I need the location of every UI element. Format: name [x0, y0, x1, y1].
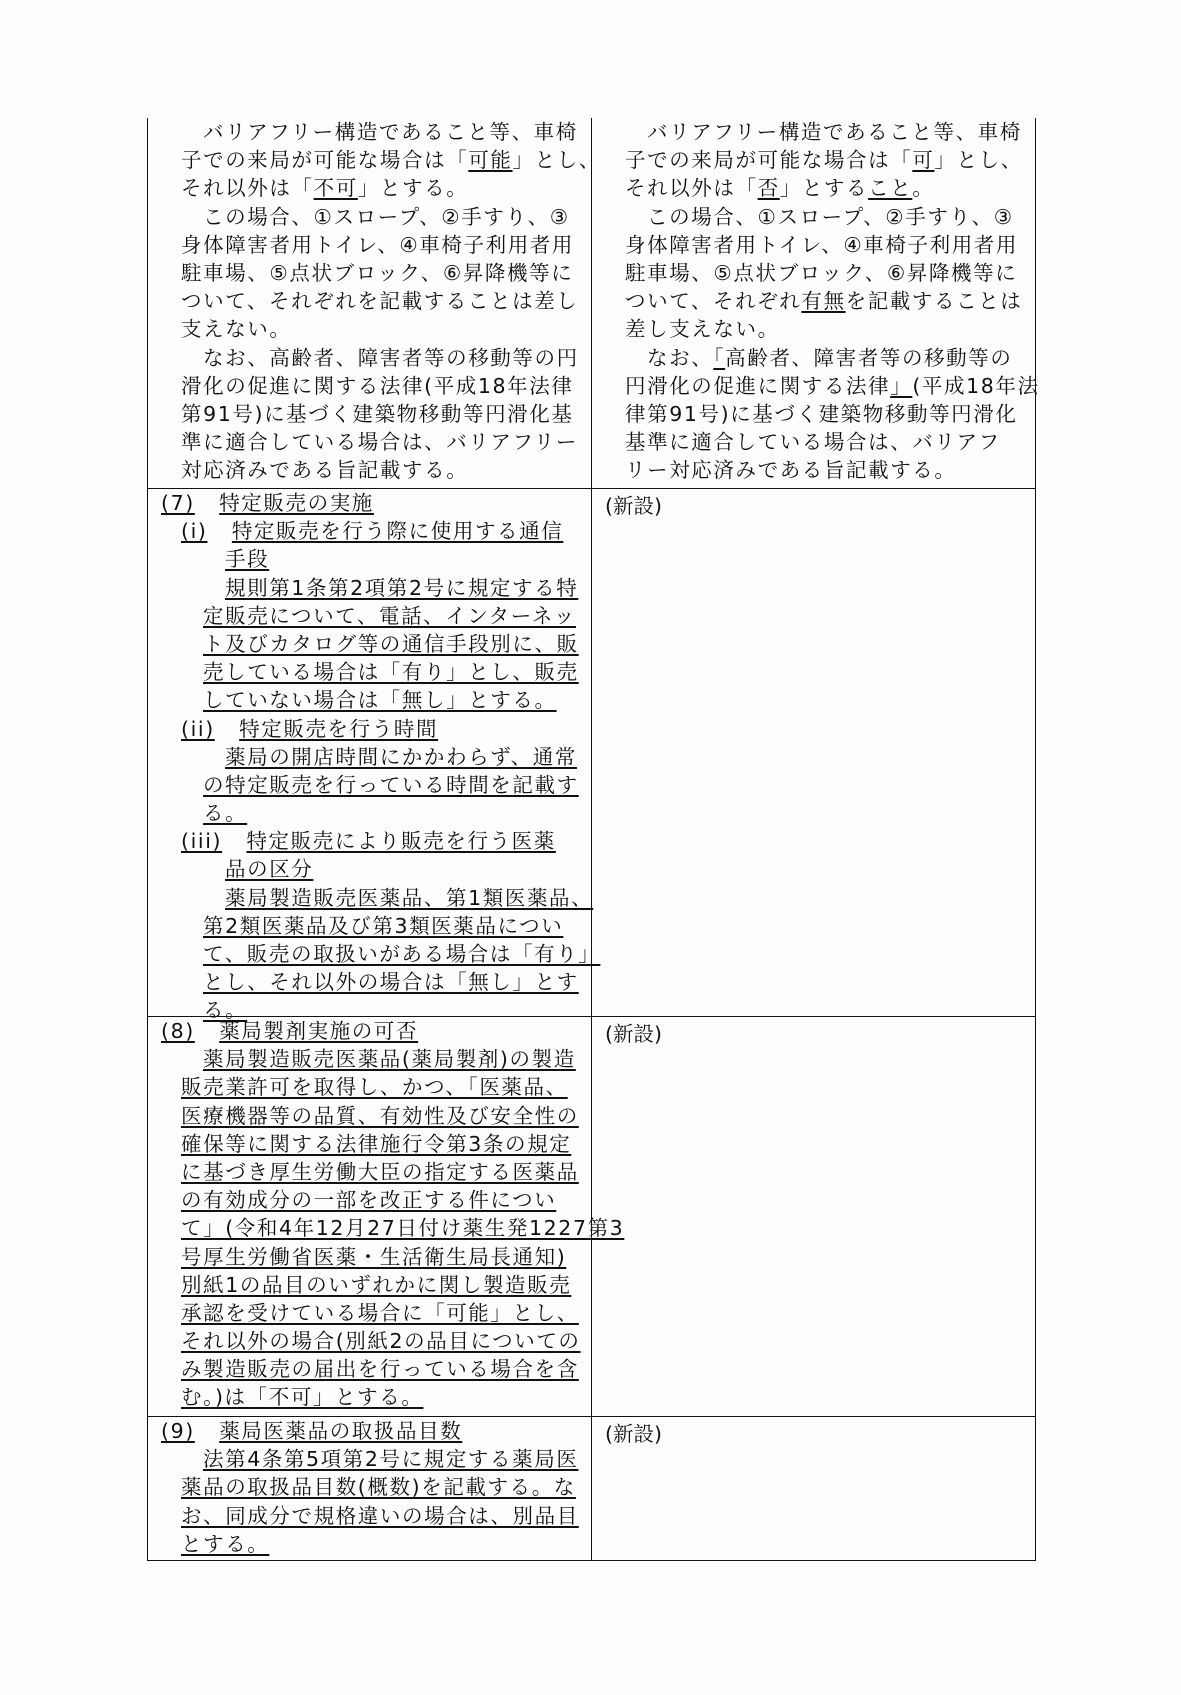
- text-line: 販売業許可を取得し、かつ、「医薬品、: [181, 1075, 568, 1100]
- text-line: 確保等に関する法律施行令第3条の規定: [181, 1131, 572, 1156]
- subsection-heading: (i) 特定販売を行う際に使用する通信: [181, 519, 564, 544]
- text-line: の特定販売を行っている時間を記載す: [203, 772, 579, 797]
- text-line: 売している場合は「有り」とし、販売: [203, 660, 579, 685]
- new-text-cell: [148, 1017, 625, 1416]
- text-line: 子での来局が可能な場合は「可能」とし、: [181, 148, 601, 173]
- text-line: 法第4条第5項第2号に規定する薬局医: [203, 1447, 579, 1472]
- text-line: 承認を受けている場合に「可能」とし、: [181, 1300, 579, 1325]
- text-line: 対応済みである旨記載する。: [181, 458, 469, 483]
- new-text-cell: [148, 489, 601, 1023]
- section-heading: (9) 薬局医薬品の取扱品目数: [161, 1419, 463, 1443]
- subsection-heading: (iii) 特定販売により販売を行う医薬: [181, 829, 556, 854]
- subsection-heading-cont: 品の区分: [225, 857, 314, 882]
- text-line: 身体障害者用トイレ、④車椅子利用者用: [625, 232, 1019, 257]
- text-line: て、販売の取扱いがある場合は「有り」: [203, 942, 601, 966]
- text-line: 駐車場、⑤点状ブロック、⑥昇降機等に: [181, 260, 574, 285]
- text-line: ついて、それぞれ有無を記載することは: [625, 289, 1023, 314]
- text-line: バリアフリー構造であること等、車椅: [203, 120, 578, 144]
- subsection-heading: (ii) 特定販売を行う時間: [181, 716, 439, 741]
- underlined-text: 可能: [468, 148, 513, 173]
- old-text-cell: [592, 1417, 1035, 1560]
- text-line: なお、「高齢者、障害者等の移動等の: [647, 345, 1013, 370]
- text-line: バリアフリー構造であること等、車椅: [647, 120, 1022, 144]
- text-line: お、同成分で規格違いの場合は、別品目: [181, 1503, 579, 1528]
- new-text-cell: [148, 1417, 592, 1560]
- text-line: に基づき厚生労働大臣の指定する医薬品: [181, 1159, 579, 1184]
- text-line: む。)は「不可」とする。: [181, 1385, 424, 1410]
- table-row-pharmacy-preparation: [148, 1016, 1035, 1416]
- underlined-text: 「: [713, 345, 726, 370]
- old-text-cell: [592, 489, 1035, 1016]
- text-line: 差し支えない。: [625, 317, 780, 342]
- old-text-cell: [592, 1017, 1035, 1416]
- text-line: 薬局製造販売医薬品、第1類医薬品、: [225, 885, 594, 910]
- new-provision-note: (新設): [605, 1022, 662, 1046]
- new-provision-note: (新設): [605, 494, 662, 518]
- text-line: この場合、①スロープ、②手すり、③: [203, 204, 570, 229]
- new-provision-note: (新設): [605, 1422, 662, 1446]
- text-line: 第2類医薬品及び第3類医薬品につい: [203, 913, 564, 938]
- text-line: 第91号)に基づく建築物移動等円滑化基: [181, 401, 574, 426]
- section-heading: (8) 薬局製剤実施の可否: [161, 1019, 419, 1043]
- text-line: 医療機器等の品質、有効性及び安全性の: [181, 1103, 579, 1128]
- underlined-text: 可: [912, 148, 935, 173]
- text-line: 定販売について、電話、インターネッ: [203, 603, 577, 628]
- text-line: それ以外は「否」とすること。: [625, 176, 935, 201]
- text-line: ト及びカタログ等の通信手段別に、販: [203, 631, 579, 656]
- text-line: していない場合は「無し」とする。: [203, 688, 557, 713]
- text-line: なお、高齢者、障害者等の移動等の円: [203, 345, 579, 370]
- text-line: て」(令和4年12月27日付け薬生発1227第3: [181, 1216, 625, 1241]
- text-line: 身体障害者用トイレ、④車椅子利用者用: [181, 232, 575, 257]
- text-line: 規則第1条第2項第2号に規定する特: [225, 575, 579, 600]
- underlined-text: 有無: [801, 289, 846, 314]
- underlined-text: 不可: [313, 176, 358, 201]
- text-line: とする。: [181, 1531, 270, 1556]
- table-row-specific-sales: [148, 488, 1035, 1023]
- text-line: 号厚生労働省医薬・生活衛生局長通知): [181, 1244, 567, 1269]
- table-row-item-count: [148, 1416, 1035, 1560]
- text-line: とし、それ以外の場合は「無し」とす: [203, 970, 579, 995]
- text-line: る。: [203, 801, 248, 826]
- section-heading: (7) 特定販売の実施: [161, 491, 374, 515]
- text-line: 子での来局が可能な場合は「可」とし、: [625, 148, 1023, 173]
- new-text-cell: [148, 118, 601, 488]
- underlined-text: こと: [868, 176, 913, 201]
- text-line: る。: [203, 998, 248, 1023]
- subsection-heading-cont: 手段: [225, 547, 270, 572]
- text-line: リー対応済みである旨記載する。: [625, 458, 957, 483]
- text-line: それ以外は「不可」とする。: [181, 176, 469, 201]
- underlined-text: 否: [757, 176, 780, 201]
- text-line: 別紙1の品目のいずれかに関し製造販売: [181, 1272, 572, 1297]
- text-line: 円滑化の促進に関する法律」(平成18年法: [625, 373, 1040, 398]
- text-line: 滑化の促進に関する法律(平成18年法律: [181, 373, 574, 398]
- text-line: この場合、①スロープ、②手すり、③: [647, 204, 1014, 229]
- text-line: 律第91号)に基づく建築物移動等円滑化: [625, 401, 1018, 426]
- text-line: 支えない。: [181, 317, 292, 342]
- text-line: それ以外の場合(別紙2の品目についての: [181, 1329, 581, 1354]
- text-line: み製造販売の届出を行っている場合を含: [181, 1357, 579, 1382]
- text-line: 基準に適合している場合は、バリアフ: [625, 430, 1001, 455]
- text-line: 薬品の取扱品目数(概数)を記載する。な: [181, 1475, 576, 1500]
- table-row-barrier-free: [148, 118, 1040, 488]
- text-line: ついて、それぞれを記載することは差し: [181, 289, 579, 314]
- old-text-cell: [592, 118, 1040, 488]
- text-line: 駐車場、⑤点状ブロック、⑥昇降機等に: [625, 260, 1018, 285]
- underlined-text: 」: [890, 373, 913, 398]
- comparison-table: [147, 118, 1040, 1561]
- text-line: の有効成分の一部を改正する件につい: [181, 1188, 557, 1213]
- text-line: 薬局製造販売医薬品(薬局製剤)の製造: [203, 1047, 576, 1072]
- text-line: 薬局の開店時間にかかわらず、通常: [225, 744, 577, 769]
- text-line: 準に適合している場合は、バリアフリー: [181, 430, 578, 455]
